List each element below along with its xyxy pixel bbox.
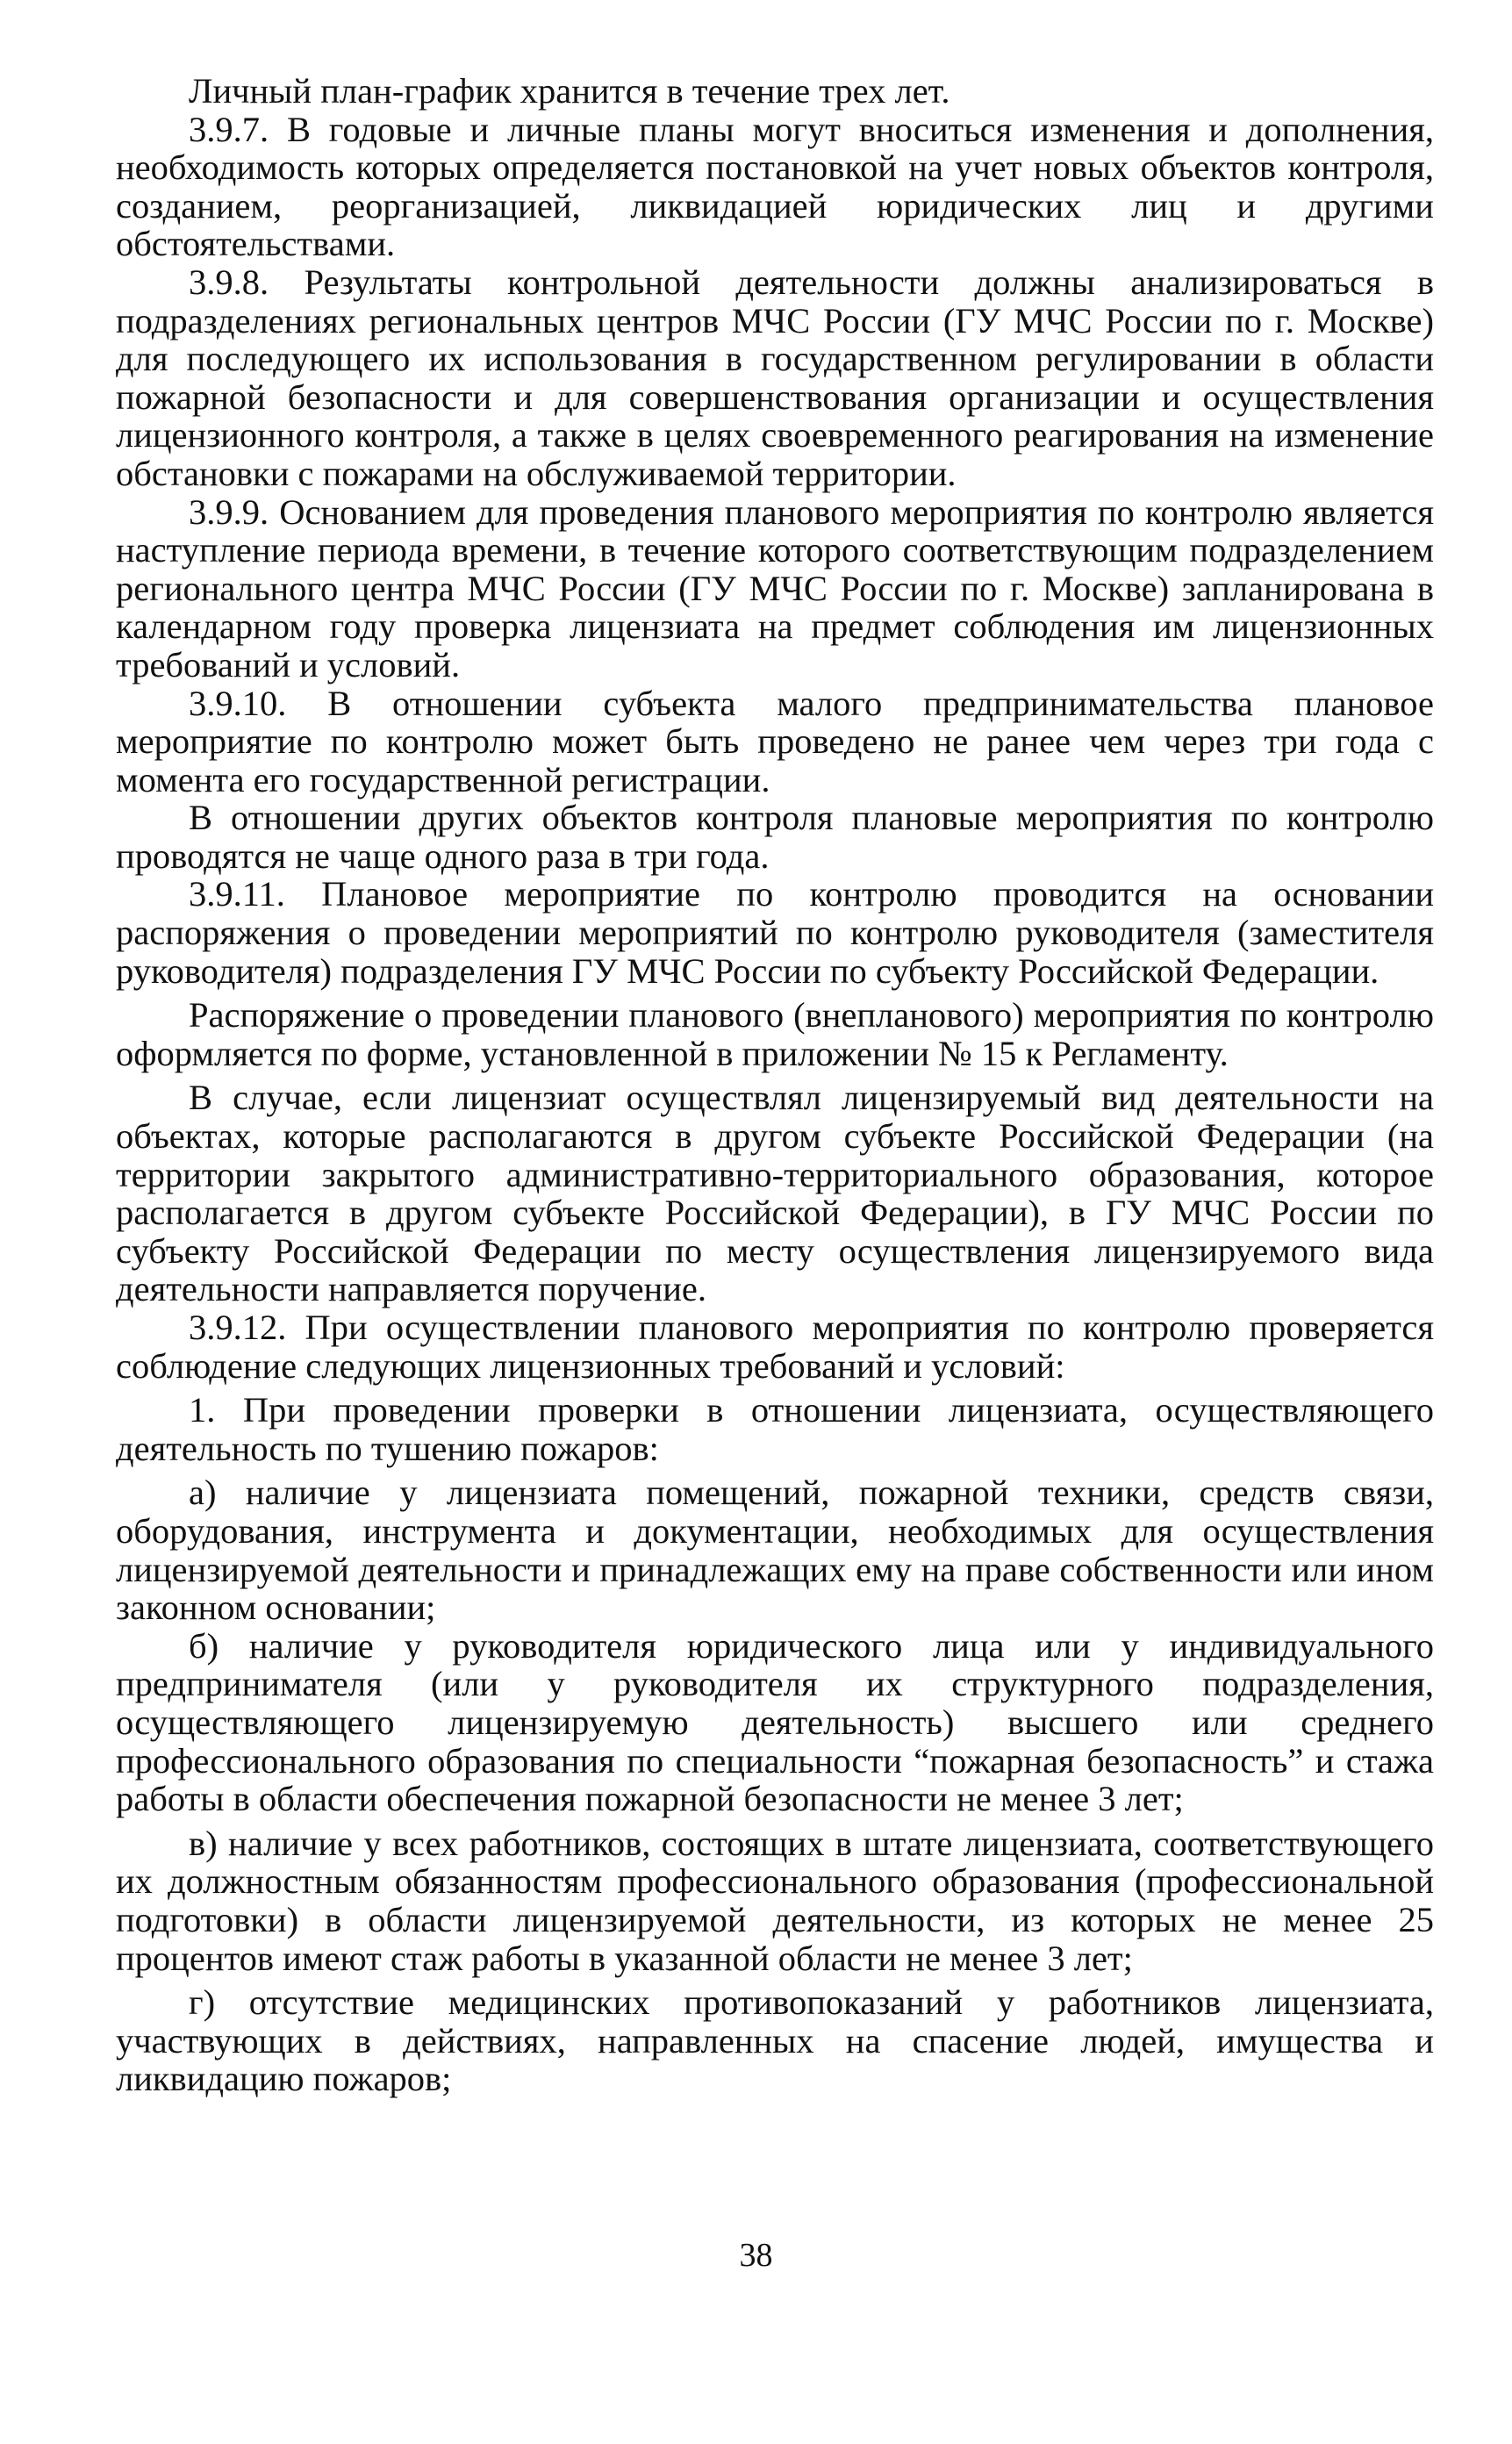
paragraph: 3.9.11. Плановое мероприятие по контролю проводится на основании распоряжения о проведении мероприятий по контролю руководителя (заместителя руководителя) подразделения ГУ МЧС России по субъекту Российской Федерации. xyxy=(116,874,1434,991)
paragraph: 3.9.10. В отношении субъекта малого предпринимательства плановое мероприятие по контролю может быть проведено не ранее чем через три года с момента его государственной регистрации. xyxy=(116,683,1434,799)
page-number: 38 xyxy=(739,2237,773,2274)
paragraph: б) наличие у руководителя юридического лица или у индивидуального предпринимателя (или у руководителя их структурного подразделения, осуществляющего лицензируемую деятельность) высшего или среднего профессионального образования по специальности “пожарная безопасность” и стажа работы в области обеспечения пожарной безопасности не менее 3 лет; xyxy=(116,1625,1434,1819)
paragraph: 3.9.7. В годовые и личные планы могут вноситься изменения и дополнения, необходимость которых определяется постановкой на учет новых объектов контроля, созданием, реорганизацией, ликвидацией юридических лиц и другими обстоятельствами. xyxy=(116,109,1434,264)
paragraph: В отношении других объектов контроля плановые мероприятия по контролю проводятся не чаще одного раза в три года. xyxy=(116,798,1434,876)
paragraph: 3.9.12. При осуществлении планового мероприятия по контролю проверяется соблюдение следующих лицензионных требований и условий: xyxy=(116,1308,1434,1386)
paragraph: г) отсутствие медицинских противопоказаний у работников лицензиата, участвующих в действиях, направленных на спасение людей, имущества и ликвидацию пожаров; xyxy=(116,1982,1434,2099)
paragraph: а) наличие у лицензиата помещений, пожарной техники, средств связи, оборудования, инструмента и документации, необходимых для осуществления лицензируемой деятельности и принадлежащих ему на праве собственности или ином законном основании; xyxy=(116,1473,1434,1628)
paragraph: Личный план-график хранится в течение трех лет. xyxy=(189,71,950,111)
paragraph: Распоряжение о проведении планового (внепланового) мероприятия по контролю оформляется по форме, установленной в приложении № 15 к Регламенту. xyxy=(116,995,1434,1073)
paragraph: 3.9.8. Результаты контрольной деятельности должны анализироваться в подразделениях региональных центров МЧС России (ГУ МЧС России по г. Москве) для последующего их использования в государственном регулировании в области пожарной безопасности и для совершенствования организации и осуществления лицензионного контроля, а также в целях своевременного реагирования на изменение обстановки с пожарами на обслуживаемой территории. xyxy=(116,262,1434,493)
paragraph: В случае, если лицензиат осуществлял лицензируемый вид деятельности на объектах, которые располагаются в другом субъекте Российской Федерации (на территории закрытого административно-территориального образования, которое располагается в другом субъекте Российской Федерации), в ГУ МЧС России по субъекту Российской Федерации по месту осуществления лицензируемого вида деятельности направляется поручение. xyxy=(116,1078,1434,1309)
paragraph: 3.9.9. Основанием для проведения планового мероприятия по контролю является наступление периода времени, в течение которого соответствующим подразделением регионального центра МЧС России (ГУ МЧС России по г. Москве) запланирована в календарном году проверка лицензиата на предмет соблюдения им лицензионных требований и условий. xyxy=(116,491,1434,684)
paragraph: в) наличие у всех работников, состоящих в штате лицензиата, соответствующего их должностным обязанностям профессионального образования (профессиональной подготовки) в области лицензируемой деятельности, из которых не менее 25 процентов имеют стаж работы в указанной области не менее 3 лет; xyxy=(116,1823,1434,1978)
paragraph: 1. При проведении проверки в отношении лицензиата, осуществляющего деятельность по тушению пожаров: xyxy=(116,1390,1434,1468)
document-body xyxy=(116,72,1434,2098)
